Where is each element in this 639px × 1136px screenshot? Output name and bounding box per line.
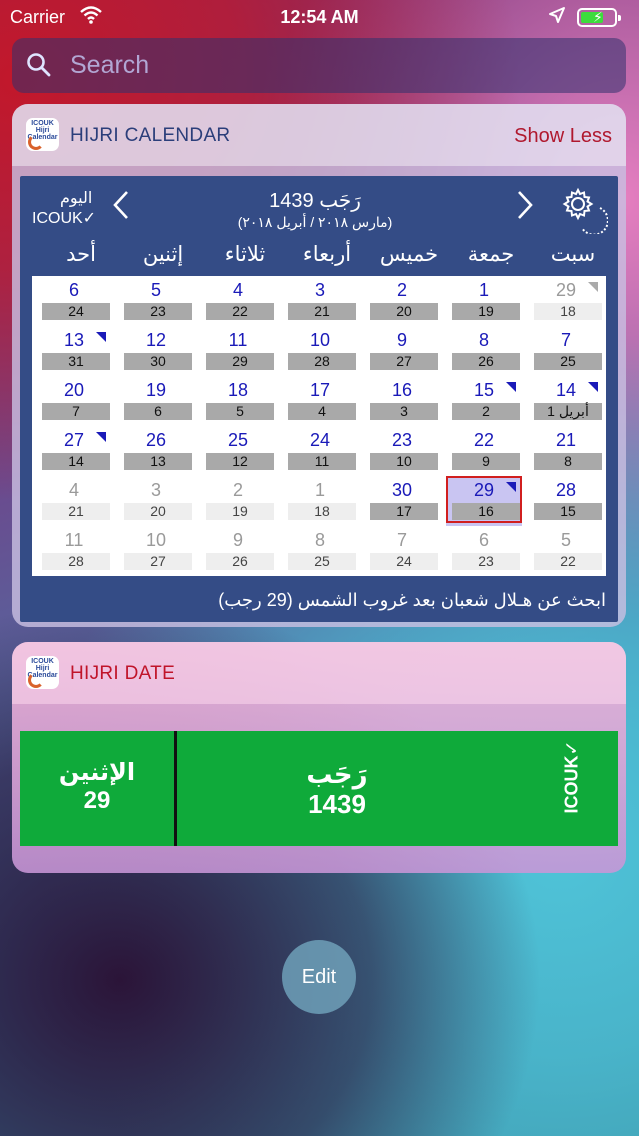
- gregorian-day-number: 25: [288, 553, 356, 570]
- calendar-day[interactable]: [364, 526, 440, 576]
- hijri-day-number: 11: [228, 330, 248, 350]
- calendar-day[interactable]: [446, 276, 522, 326]
- gregorian-day-number: 16: [452, 503, 520, 520]
- app-icon: [26, 118, 59, 151]
- calendar-day[interactable]: [364, 426, 440, 476]
- clock: 12:54 AM: [280, 7, 359, 27]
- gregorian-day-number: 11: [288, 453, 356, 470]
- calendar-day[interactable]: [118, 476, 194, 526]
- calendar-day[interactable]: [200, 426, 276, 476]
- hijri-day-number: 11: [64, 530, 84, 550]
- hijri-day-number: 7: [396, 530, 407, 550]
- calendar-day[interactable]: [118, 426, 194, 476]
- calendar-day[interactable]: [528, 276, 604, 326]
- hijri-day-number: 14: [555, 380, 577, 400]
- crescent-icon: [28, 134, 44, 150]
- hijri-day-number: 25: [227, 430, 249, 450]
- calendar-day[interactable]: [528, 476, 604, 526]
- calendar-day[interactable]: [118, 276, 194, 326]
- chevron-left-icon[interactable]: [112, 190, 130, 225]
- brand-label: ICOUK✓: [561, 740, 582, 814]
- gregorian-day-number: 26: [452, 353, 520, 370]
- carrier-label: Carrier: [10, 7, 66, 27]
- app-icon-text: ICOUK Hijri Calendar: [27, 658, 58, 679]
- hijri-day-number: 4: [68, 480, 79, 500]
- weekday-label: إثنين: [142, 243, 184, 266]
- month-name: رَجَب: [306, 759, 368, 789]
- calendar-day[interactable]: [118, 526, 194, 576]
- today-button[interactable]: [32, 188, 112, 228]
- weekday-label: سبت: [550, 243, 596, 266]
- event-marker-icon: [96, 332, 106, 342]
- location-arrow-icon: [548, 6, 566, 29]
- gregorian-day-number: 30: [124, 353, 192, 370]
- hijri-day-number: 21: [555, 430, 577, 450]
- gregorian-day-number: 10: [370, 453, 438, 470]
- calendar-day[interactable]: [282, 326, 358, 376]
- gregorian-day-number: 27: [124, 553, 192, 570]
- calendar-day[interactable]: [118, 326, 194, 376]
- gregorian-day-number: 15: [534, 503, 602, 520]
- gregorian-day-number: 1 أبريل: [534, 403, 602, 420]
- calendar-day[interactable]: [446, 476, 522, 526]
- hijri-date-panel[interactable]: [20, 731, 618, 846]
- widget-header: [12, 104, 626, 166]
- app-icon: [26, 656, 59, 689]
- widget-title: HIJRI CALENDAR: [70, 125, 231, 146]
- calendar-day[interactable]: [36, 376, 112, 426]
- gregorian-day-number: 27: [370, 353, 438, 370]
- hijri-day-number: 10: [145, 530, 167, 550]
- event-marker-icon: [506, 382, 516, 392]
- hijri-day-number: 19: [145, 380, 167, 400]
- weekday-label: جمعة: [467, 243, 515, 266]
- gregorian-day-number: 20: [370, 303, 438, 320]
- calendar-day[interactable]: [364, 276, 440, 326]
- hijri-day-number: 5: [150, 280, 161, 300]
- calendar-day[interactable]: [528, 526, 604, 576]
- gregorian-range: (مارس ٢٠١٨ / أبريل ٢٠١٨): [237, 214, 393, 230]
- hijri-day-number: 13: [63, 330, 85, 350]
- gregorian-day-number: 8: [534, 453, 602, 470]
- calendar-day[interactable]: [528, 326, 604, 376]
- calendar-day[interactable]: [200, 326, 276, 376]
- event-marker-icon: [96, 432, 106, 442]
- hijri-day-number: 24: [309, 430, 331, 450]
- hijri-day-number: 30: [391, 480, 413, 500]
- hijri-day-number: 26: [145, 430, 167, 450]
- weekday-label: خميس: [379, 243, 439, 266]
- gregorian-day-number: 25: [534, 353, 602, 370]
- calendar-day[interactable]: [200, 376, 276, 426]
- gregorian-day-number: 21: [288, 303, 356, 320]
- event-marker-icon: [588, 282, 598, 292]
- day-number: 29: [83, 787, 111, 814]
- event-marker-icon: [588, 382, 598, 392]
- calendar-day[interactable]: [528, 426, 604, 476]
- calendar-day[interactable]: [36, 426, 112, 476]
- gregorian-day-number: 17: [370, 503, 438, 520]
- hijri-day-number: 2: [396, 280, 407, 300]
- gregorian-day-number: 24: [370, 553, 438, 570]
- calendar-day[interactable]: [36, 276, 112, 326]
- hijri-calendar-widget: [12, 104, 626, 627]
- calendar-day[interactable]: [118, 376, 194, 426]
- gregorian-day-number: 7: [42, 403, 110, 420]
- charging-bolt-icon: ⚡: [593, 9, 603, 25]
- chevron-right-icon[interactable]: [516, 190, 534, 225]
- hijri-day-number: 16: [391, 380, 413, 400]
- calendar-day[interactable]: [200, 476, 276, 526]
- hijri-day-number: 20: [63, 380, 85, 400]
- weekday-name: الإثنين: [58, 759, 136, 786]
- weekday-label: أربعاء: [302, 243, 352, 266]
- battery-nub: [618, 15, 621, 21]
- hijri-day-number: 6: [478, 530, 489, 550]
- weekday-label: أحد: [66, 243, 96, 266]
- calendar-day[interactable]: [282, 526, 358, 576]
- crescent-icon: [28, 672, 44, 688]
- today-label: اليوم: [60, 190, 93, 207]
- hijri-day-number: 2: [232, 480, 243, 500]
- calendar-day[interactable]: [282, 476, 358, 526]
- hijri-date-widget: [12, 642, 626, 873]
- calendar-day[interactable]: [446, 326, 522, 376]
- search-input[interactable]: Search: [70, 51, 150, 79]
- calendar-panel: [20, 176, 618, 622]
- calendar-day[interactable]: [364, 326, 440, 376]
- gregorian-day-number: 5: [206, 403, 274, 420]
- hijri-day-number: 12: [145, 330, 167, 350]
- gregorian-day-number: 18: [534, 303, 602, 320]
- gregorian-day-number: 23: [452, 553, 520, 570]
- hijri-day-number: 7: [560, 330, 571, 350]
- gregorian-day-number: 26: [206, 553, 274, 570]
- calendar-day[interactable]: [364, 476, 440, 526]
- hijri-day-number: 6: [68, 280, 79, 300]
- calendar-day[interactable]: [36, 326, 112, 376]
- gregorian-day-number: 12: [206, 453, 274, 470]
- app-icon-text: ICOUK Hijri Calendar: [27, 120, 58, 141]
- gregorian-day-number: 22: [534, 553, 602, 570]
- calendar-grid: [32, 276, 606, 576]
- gregorian-day-number: 13: [124, 453, 192, 470]
- calendar-day[interactable]: [446, 426, 522, 476]
- calendar-day[interactable]: [36, 526, 112, 576]
- hijri-day-number: 23: [391, 430, 413, 450]
- hijri-day-number: 8: [478, 330, 489, 350]
- gregorian-day-number: 6: [124, 403, 192, 420]
- calendar-day[interactable]: [36, 476, 112, 526]
- calendar-day[interactable]: [200, 276, 276, 326]
- gear-icon[interactable]: [560, 186, 608, 239]
- gregorian-day-number: 3: [370, 403, 438, 420]
- calendar-day[interactable]: [528, 376, 604, 426]
- gregorian-day-number: 21: [42, 503, 110, 520]
- gregorian-day-number: 19: [452, 303, 520, 320]
- widget-header: [12, 642, 626, 704]
- gregorian-day-number: 19: [206, 503, 274, 520]
- gregorian-day-number: 20: [124, 503, 192, 520]
- edit-button[interactable]: Edit: [282, 940, 356, 1014]
- hijri-day-number: 29: [555, 280, 577, 300]
- calendar-day[interactable]: [364, 376, 440, 426]
- status-bar: [0, 0, 639, 34]
- gregorian-day-number: 29: [206, 353, 274, 370]
- gregorian-day-number: 4: [288, 403, 356, 420]
- gregorian-day-number: 23: [124, 303, 192, 320]
- month-title: رَجَب 1439: [269, 190, 361, 212]
- hijri-day-number: 3: [150, 480, 161, 500]
- gregorian-day-number: 9: [452, 453, 520, 470]
- hijri-day-number: 3: [314, 280, 325, 300]
- hijri-day-number: 28: [555, 480, 577, 500]
- hijri-day-number: 9: [396, 330, 407, 350]
- hijri-day-number: 18: [227, 380, 249, 400]
- gregorian-day-number: 22: [206, 303, 274, 320]
- calendar-day[interactable]: [200, 526, 276, 576]
- month-and-year: [177, 759, 497, 819]
- hijri-day-number: 4: [232, 280, 243, 300]
- gregorian-day-number: 28: [42, 553, 110, 570]
- hijri-day-number: 27: [63, 430, 85, 450]
- hijri-day-number: 1: [314, 480, 325, 500]
- calendar-day[interactable]: [282, 376, 358, 426]
- brand-label: ICOUK✓: [32, 210, 97, 227]
- search-bar[interactable]: [12, 38, 626, 93]
- weekday-and-day: [20, 759, 174, 815]
- search-icon: [26, 52, 52, 83]
- weekday-header: [26, 242, 614, 267]
- hijri-day-number: 1: [478, 280, 489, 300]
- battery-icon: [577, 8, 617, 27]
- gregorian-day-number: 31: [42, 353, 110, 370]
- gregorian-day-number: 24: [42, 303, 110, 320]
- gregorian-day-number: 28: [288, 353, 356, 370]
- widget-title: HIJRI DATE: [70, 663, 176, 684]
- hijri-day-number: 17: [309, 380, 331, 400]
- gregorian-day-number: 2: [452, 403, 520, 420]
- hijri-day-number: 5: [560, 530, 571, 550]
- show-less-button[interactable]: Show Less: [514, 125, 612, 147]
- selected-day-outline: [446, 476, 522, 523]
- hijri-day-number: 15: [473, 380, 495, 400]
- calendar-day[interactable]: [282, 426, 358, 476]
- year-number: 1439: [308, 789, 366, 819]
- hijri-day-number: 9: [232, 530, 243, 550]
- calendar-day[interactable]: [282, 276, 358, 326]
- hijri-day-number: 8: [314, 530, 325, 550]
- hijri-day-number: 29: [473, 480, 495, 500]
- gregorian-day-number: 14: [42, 453, 110, 470]
- weekday-label: ثلاثاء: [224, 243, 266, 266]
- crescent-note: ابحث عن هـلال شعبان بعد غروب الشمس (29 رجب): [218, 590, 606, 610]
- calendar-day[interactable]: [446, 376, 522, 426]
- gregorian-day-number: 18: [288, 503, 356, 520]
- calendar-day[interactable]: [446, 526, 522, 576]
- hijri-day-number: 22: [473, 430, 495, 450]
- hijri-day-number: 10: [309, 330, 331, 350]
